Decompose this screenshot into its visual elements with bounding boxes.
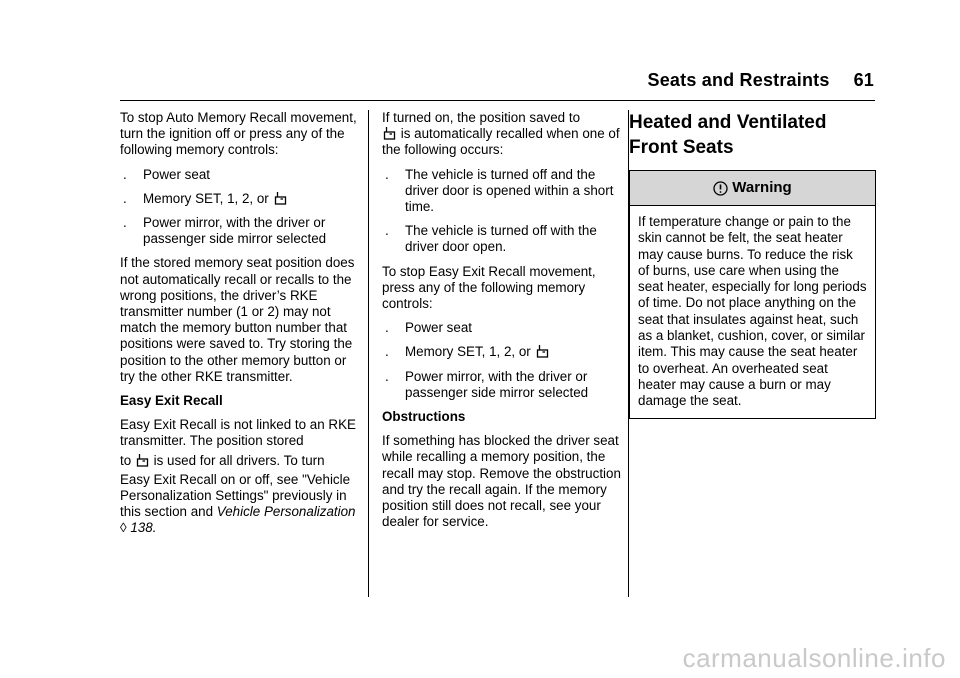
warning-header — [630, 171, 875, 206]
list-item-text: Memory SET, 1, 2, or — [405, 344, 531, 360]
bullet-mark: . — [385, 223, 389, 239]
list-item — [120, 167, 360, 183]
page-reference: 138. — [130, 520, 157, 536]
warning-icon — [713, 181, 728, 196]
bullet-mark: . — [123, 166, 127, 182]
text-fragment: If turned on, the position saved to — [382, 110, 581, 125]
list-item-text: Memory SET, 1, 2, or — [143, 190, 269, 206]
column-1 — [120, 110, 360, 545]
list-item — [382, 369, 622, 401]
watermark: carmanualsonline.info — [682, 643, 946, 673]
list-item — [382, 344, 622, 360]
column-3 — [629, 108, 877, 419]
text-fragment: Easy Exit Recall on or off, see "Vehicle Personalization Settings" previously in this section and — [120, 471, 351, 520]
warning-box — [629, 170, 876, 419]
list-item — [120, 191, 360, 207]
driver-memory-icon — [536, 344, 549, 358]
header-rule — [120, 100, 875, 101]
page-number: 61 — [853, 70, 874, 90]
column-2 — [382, 110, 622, 538]
list-item-text: The vehicle is turned off and the driver door is opened within a short time. — [405, 166, 614, 215]
list-item — [382, 167, 622, 216]
list-item — [120, 215, 360, 247]
subheading: Easy Exit Recall — [120, 393, 223, 409]
list-item-text: Power mirror, with the driver or passenger side mirror selected — [143, 215, 327, 247]
page-ref-icon: ◊ — [120, 520, 127, 536]
paragraph: To stop Easy Exit Recall movement, press any of the following memory controls: — [382, 263, 596, 312]
bullet-mark: . — [385, 344, 389, 360]
paragraph: To stop Auto Memory Recall movement, turn the ignition off or press any of the following memory controls: — [120, 110, 357, 158]
paragraph: If something has blocked the driver seat while recalling a memory position, the recall may stop. Remove the obstruction and try the recall again. If the memory position still does not recall, see your dealer for service. — [382, 433, 621, 530]
list-item-text: Power seat — [405, 320, 472, 336]
list-item-text: Power seat — [143, 166, 210, 182]
paragraph — [382, 110, 622, 159]
bullet-mark: . — [385, 166, 389, 182]
list-item-text: Power mirror, with the driver or passenger side mirror selected — [405, 368, 589, 400]
text-fragment: is automatically recalled when one of the following occurs: — [382, 126, 620, 158]
text-fragment: is used for all drivers. To turn — [153, 452, 325, 468]
list-item — [382, 223, 622, 255]
text-fragment: to — [120, 452, 132, 468]
list-item — [382, 320, 622, 336]
paragraph — [120, 472, 360, 537]
cross-reference-link[interactable]: Vehicle Personalization — [216, 504, 356, 520]
section-heading: Heated and Ventilated Front Seats — [629, 112, 827, 158]
driver-memory-icon — [383, 126, 396, 140]
warning-text: If temperature change or pain to the skin cannot be felt, the seat heater may cause burns. To reduce the risk of burns, use care when using the seat heater, especially for long periods of time. Do not place anything on the seat that insulates against heat, such as a blanket, cushion, cover, or similar item. This may cause the seat heater to overheat. An overheated seat heater may cause a burn or may damage the seat. — [638, 214, 867, 409]
page-header — [648, 70, 875, 91]
bullet-mark: . — [385, 320, 389, 336]
list-item-text: The vehicle is turned off with the driver door open. — [405, 223, 597, 255]
column-divider-1 — [368, 110, 369, 597]
warning-title: Warning — [732, 178, 792, 196]
subheading: Obstructions — [382, 409, 466, 425]
paragraph: Easy Exit Recall is not linked to an RKE transmitter. The position stored — [120, 417, 356, 449]
section-title: Seats and Restraints — [647, 70, 830, 90]
paragraph: If the stored memory seat position does not automatically recall or recalls to the wrong positions, the driver’s RKE transmitter number (1 or 2) may not match the memory button number that positions were saved to. Try storing the position to the other memory button or try the other RKE transmitter. — [120, 255, 355, 384]
bullet-mark: . — [385, 368, 389, 384]
bullet-mark: . — [123, 190, 127, 206]
driver-memory-icon — [274, 191, 287, 205]
bullet-mark: . — [123, 215, 127, 231]
driver-memory-icon — [136, 453, 149, 467]
paragraph — [120, 453, 360, 469]
